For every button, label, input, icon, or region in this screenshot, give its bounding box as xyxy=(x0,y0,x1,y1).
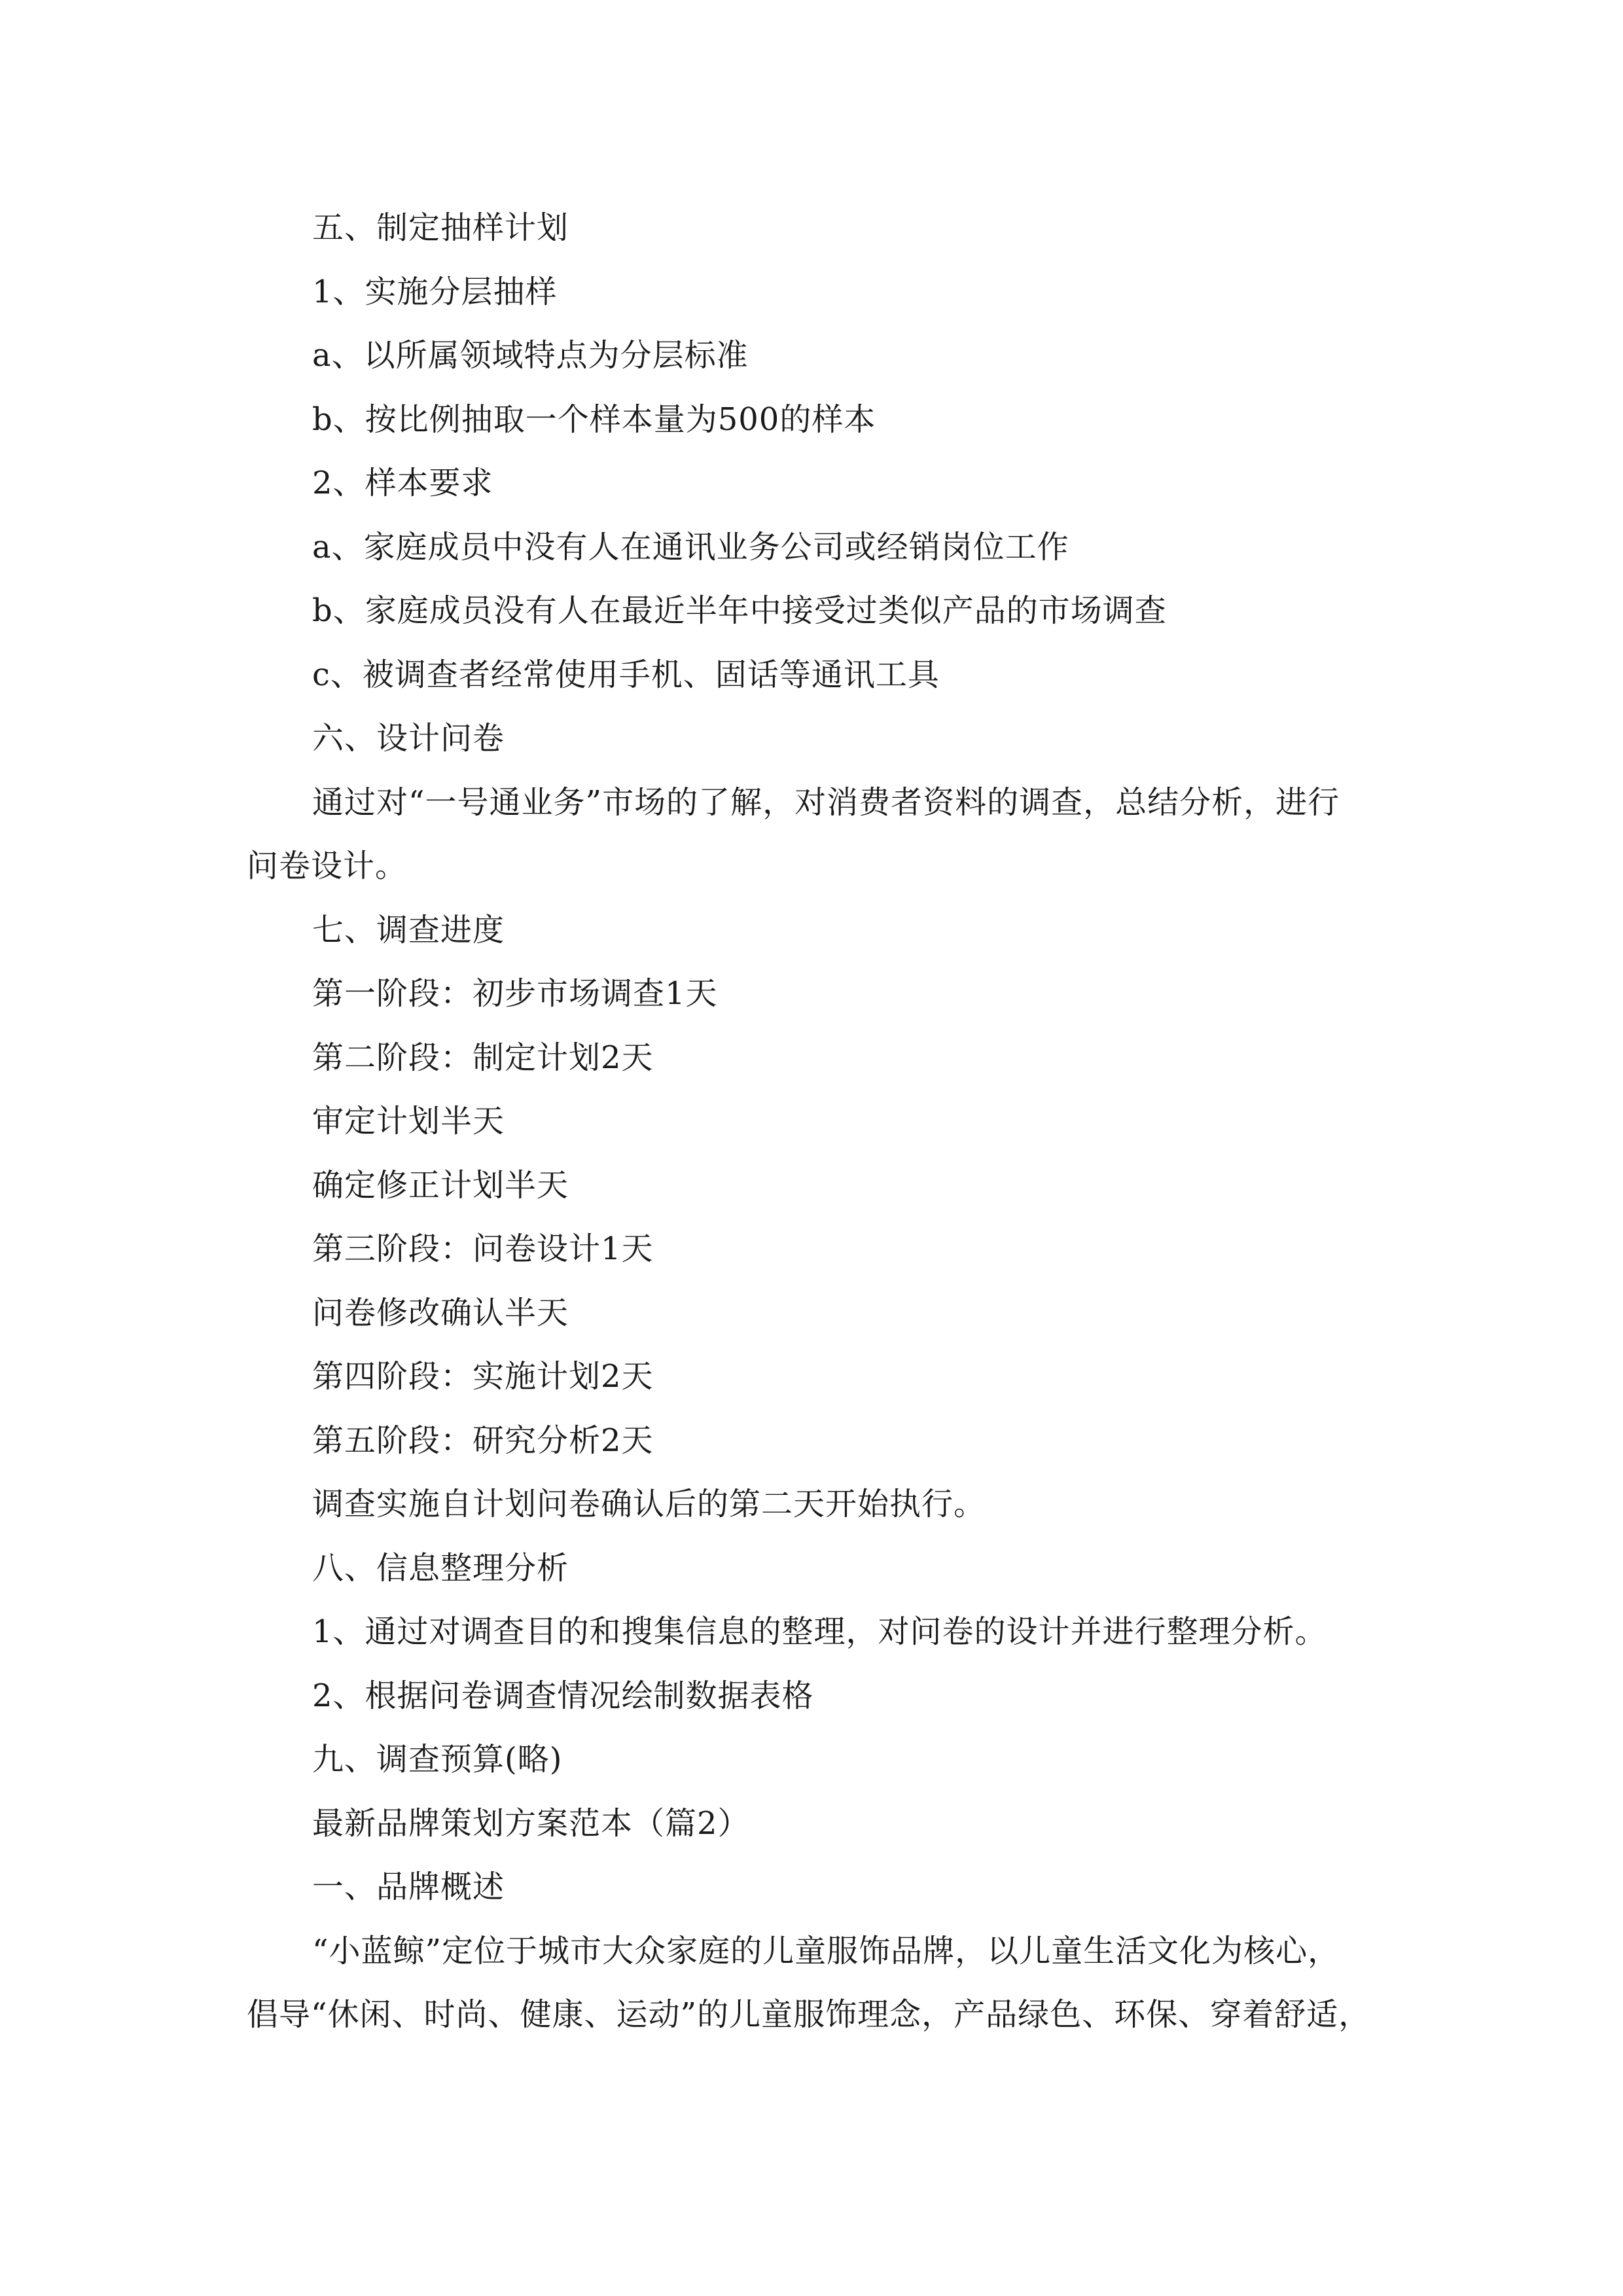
paragraph-line: 调查实施自计划问卷确认后的第二天开始执行。 xyxy=(312,1486,986,1522)
list-item: 第二阶段：制定计划2天 xyxy=(312,1039,654,1076)
list-item: 1、通过对调查目的和搜集信息的整理，对问卷的设计并进行整理分析。 xyxy=(312,1613,1327,1650)
list-item: c、被调查者经常使用手机、固话等通讯工具 xyxy=(312,656,940,693)
document-subtitle: 最新品牌策划方案范本（篇2） xyxy=(312,1805,750,1842)
paragraph-line: 问卷设计。 xyxy=(247,848,408,884)
paragraph-line: “小蓝鲸”定位于城市大众家庭的儿童服饰品牌，以儿童生活文化为核心， xyxy=(312,1933,1340,1969)
list-item: b、家庭成员没有人在最近半年中接受过类似产品的市场调查 xyxy=(312,592,1167,629)
paragraph-line: 通过对“一号通业务”市场的了解，对消费者资料的调查，总结分析，进行 xyxy=(312,784,1340,821)
list-item: a、以所属领域特点为分层标准 xyxy=(312,337,749,374)
section-heading-analysis: 八、信息整理分析 xyxy=(312,1550,569,1587)
list-item: 第四阶段：实施计划2天 xyxy=(312,1358,654,1395)
section-heading-brand-overview: 一、品牌概述 xyxy=(312,1869,505,1905)
list-item: 问卷修改确认半天 xyxy=(312,1295,569,1331)
list-item: 1、实施分层抽样 xyxy=(312,274,558,310)
list-item: 2、样本要求 xyxy=(312,465,493,501)
section-heading-questionnaire: 六、设计问卷 xyxy=(312,720,505,757)
list-item: b、按比例抽取一个样本量为500的样本 xyxy=(312,401,876,438)
paragraph-line: 倡导“休闲、时尚、健康、运动”的儿童服饰理念，产品绿色、环保、穿着舒适， xyxy=(247,1996,1371,2033)
section-heading-sampling-plan: 五、制定抽样计划 xyxy=(312,209,569,246)
list-item: 审定计划半天 xyxy=(312,1103,505,1139)
list-item: 确定修正计划半天 xyxy=(312,1167,569,1204)
section-heading-budget: 九、调查预算(略) xyxy=(312,1741,563,1778)
list-item: 第五阶段：研究分析2天 xyxy=(312,1422,654,1459)
list-item: 2、根据问卷调查情况绘制数据表格 xyxy=(312,1677,814,1714)
list-item: 第三阶段：问卷设计1天 xyxy=(312,1230,654,1267)
list-item: a、家庭成员中没有人在通讯业务公司或经销岗位工作 xyxy=(312,529,1069,565)
list-item: 第一阶段：初步市场调查1天 xyxy=(312,975,718,1012)
section-heading-schedule: 七、调查进度 xyxy=(312,912,505,948)
